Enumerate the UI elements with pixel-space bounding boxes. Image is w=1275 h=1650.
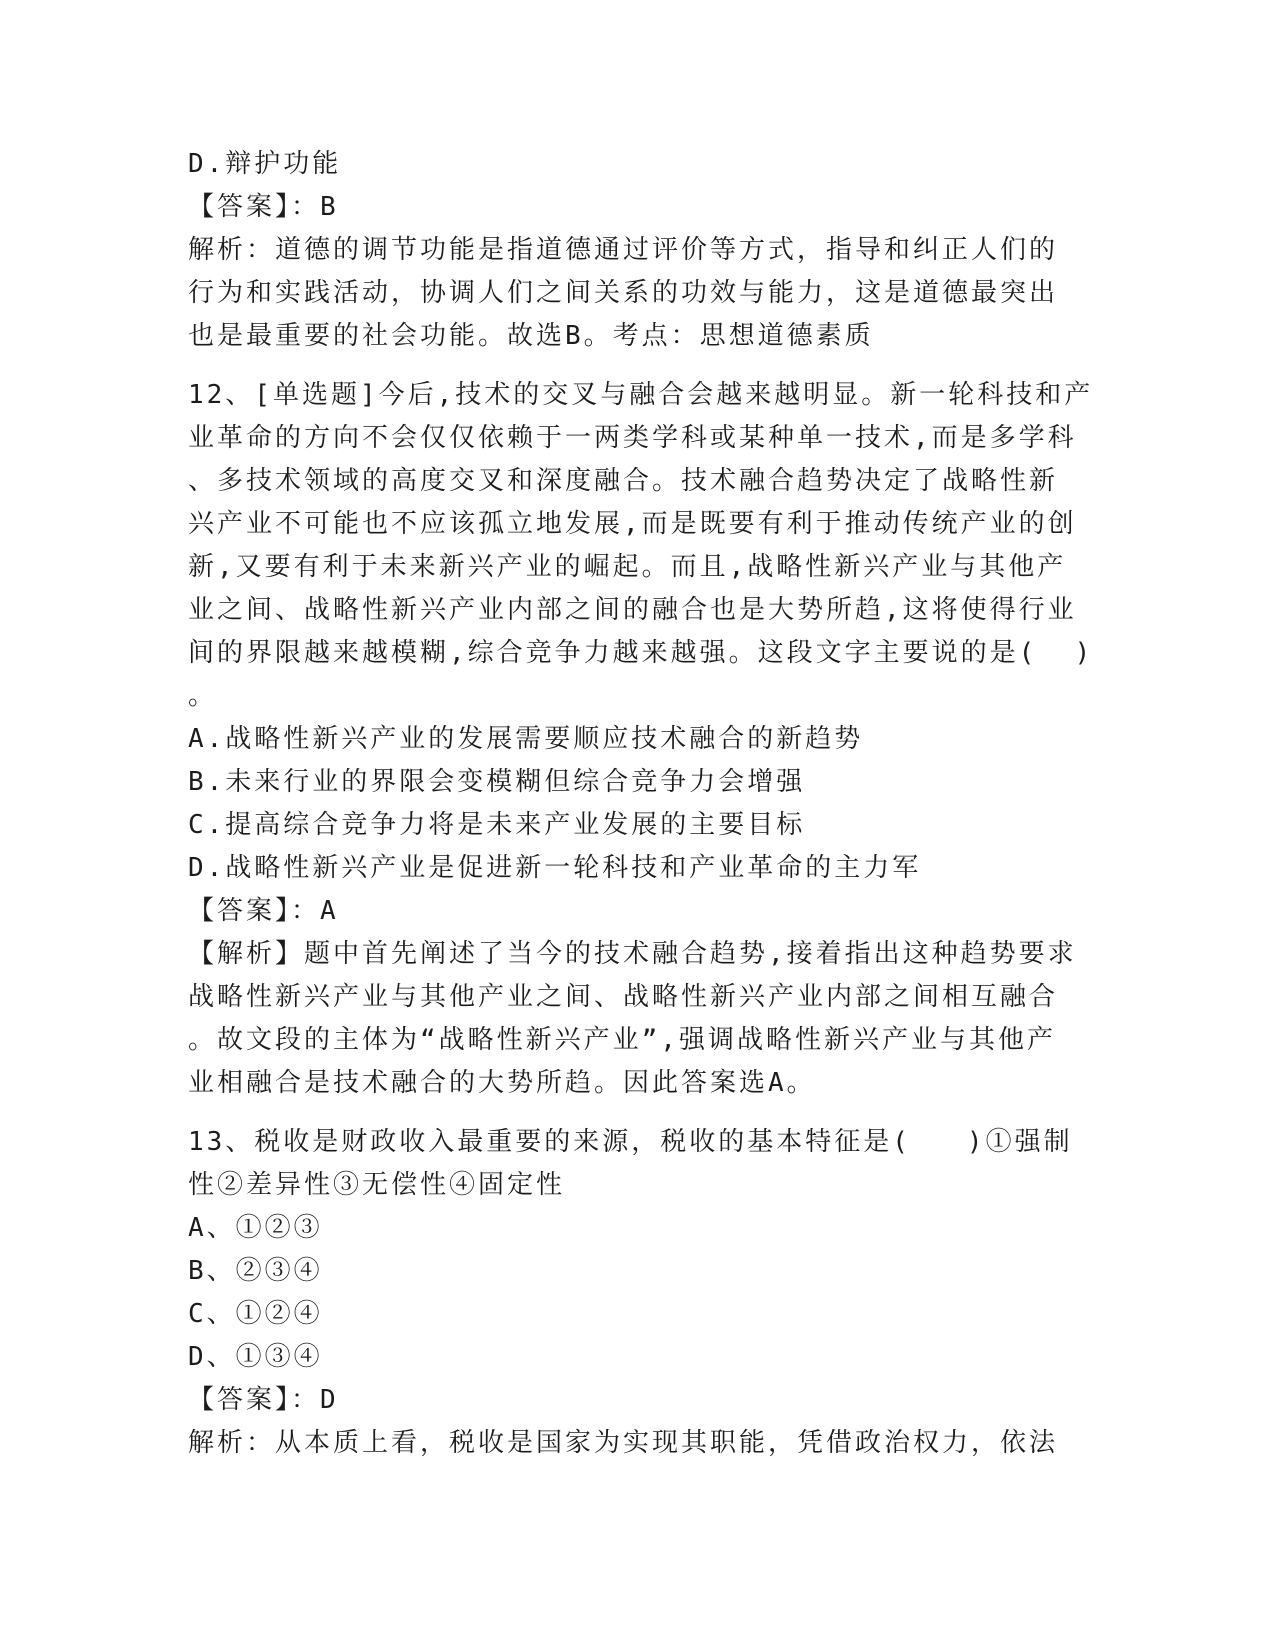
question-13 [188, 1121, 1078, 1465]
question-stem-line: 性②差异性③无偿性④固定性 [188, 1170, 566, 1200]
question-stem-line: 业之间、战略性新兴产业内部之间的融合也是大势所趋,这将使得行业 [188, 595, 1077, 625]
analysis-line: 解析：道德的调节功能是指道德通过评价等方式，指导和纠正人们的 [188, 235, 1059, 265]
analysis-line: 解析：从本质上看，税收是国家为实现其职能，凭借政治权力，依法 [188, 1428, 1059, 1458]
document-page [188, 143, 1094, 1465]
analysis-line: 行为和实践活动，协调人们之间关系的功效与能力，这是道德最突出 [188, 278, 1059, 308]
answer-line: 【答案】：B [188, 192, 339, 222]
answer-line: 【答案】：A [188, 896, 339, 926]
analysis-line: 【解析】题中首先阐述了当今的技术融合趋势,接着指出这种趋势要求 [188, 939, 1077, 969]
question-stem-line: 间的界限越来越模糊,综合竞争力越来越强。这段文字主要说的是( ) [188, 638, 1094, 668]
analysis-line: 业相融合是技术融合的大势所趋。因此答案选A。 [188, 1068, 816, 1098]
question-12 [188, 374, 1094, 1105]
option-d: D.辩护功能 [188, 149, 342, 179]
question-stem-line: 、多技术领域的高度交叉和深度融合。技术融合趋势决定了战略性新 [188, 466, 1059, 496]
question-stem-line: 13、税收是财政收入最重要的来源，税收的基本特征是( )①强制 [188, 1127, 1073, 1157]
paragraph-gap [188, 1105, 1078, 1121]
question-11-tail [188, 143, 1078, 358]
question-stem-line: 。 [188, 681, 218, 711]
answer-line: 【答案】：D [188, 1385, 339, 1415]
paragraph-gap [188, 358, 1078, 374]
option-a: A.战略性新兴产业的发展需要顺应技术融合的新趋势 [188, 724, 864, 754]
question-stem-line: 新,又要有利于未来新兴产业的崛起。而且,战略性新兴产业与其他产 [188, 552, 1067, 582]
option-a: A、①②③ [188, 1213, 323, 1243]
question-stem-line: 兴产业不可能也不应该孤立地发展,而是既要有利于推动传统产业的创 [188, 509, 1077, 539]
question-stem-line: 业革命的方向不会仅仅依赖于一两类学科或某种单一技术,而是多学科 [188, 423, 1077, 453]
option-c: C、①②④ [188, 1299, 323, 1329]
analysis-line: 也是最重要的社会功能。故选B。考点：思想道德素质 [188, 321, 874, 351]
analysis-line: 。故文段的主体为“战略性新兴产业”,强调战略性新兴产业与其他产 [188, 1025, 1056, 1055]
option-d: D、①③④ [188, 1342, 323, 1372]
option-c: C.提高综合竞争力将是未来产业发展的主要目标 [188, 810, 806, 840]
option-d: D.战略性新兴产业是促进新一轮科技和产业革命的主力军 [188, 853, 922, 883]
option-b: B、②③④ [188, 1256, 323, 1286]
question-stem-line: 12、[单选题]今后,技术的交叉与融合会越来越明显。新一轮科技和产 [188, 380, 1094, 410]
analysis-line: 战略性新兴产业与其他产业之间、战略性新兴产业内部之间相互融合 [188, 982, 1059, 1012]
option-b: B.未来行业的界限会变模糊但综合竞争力会增强 [188, 767, 806, 797]
